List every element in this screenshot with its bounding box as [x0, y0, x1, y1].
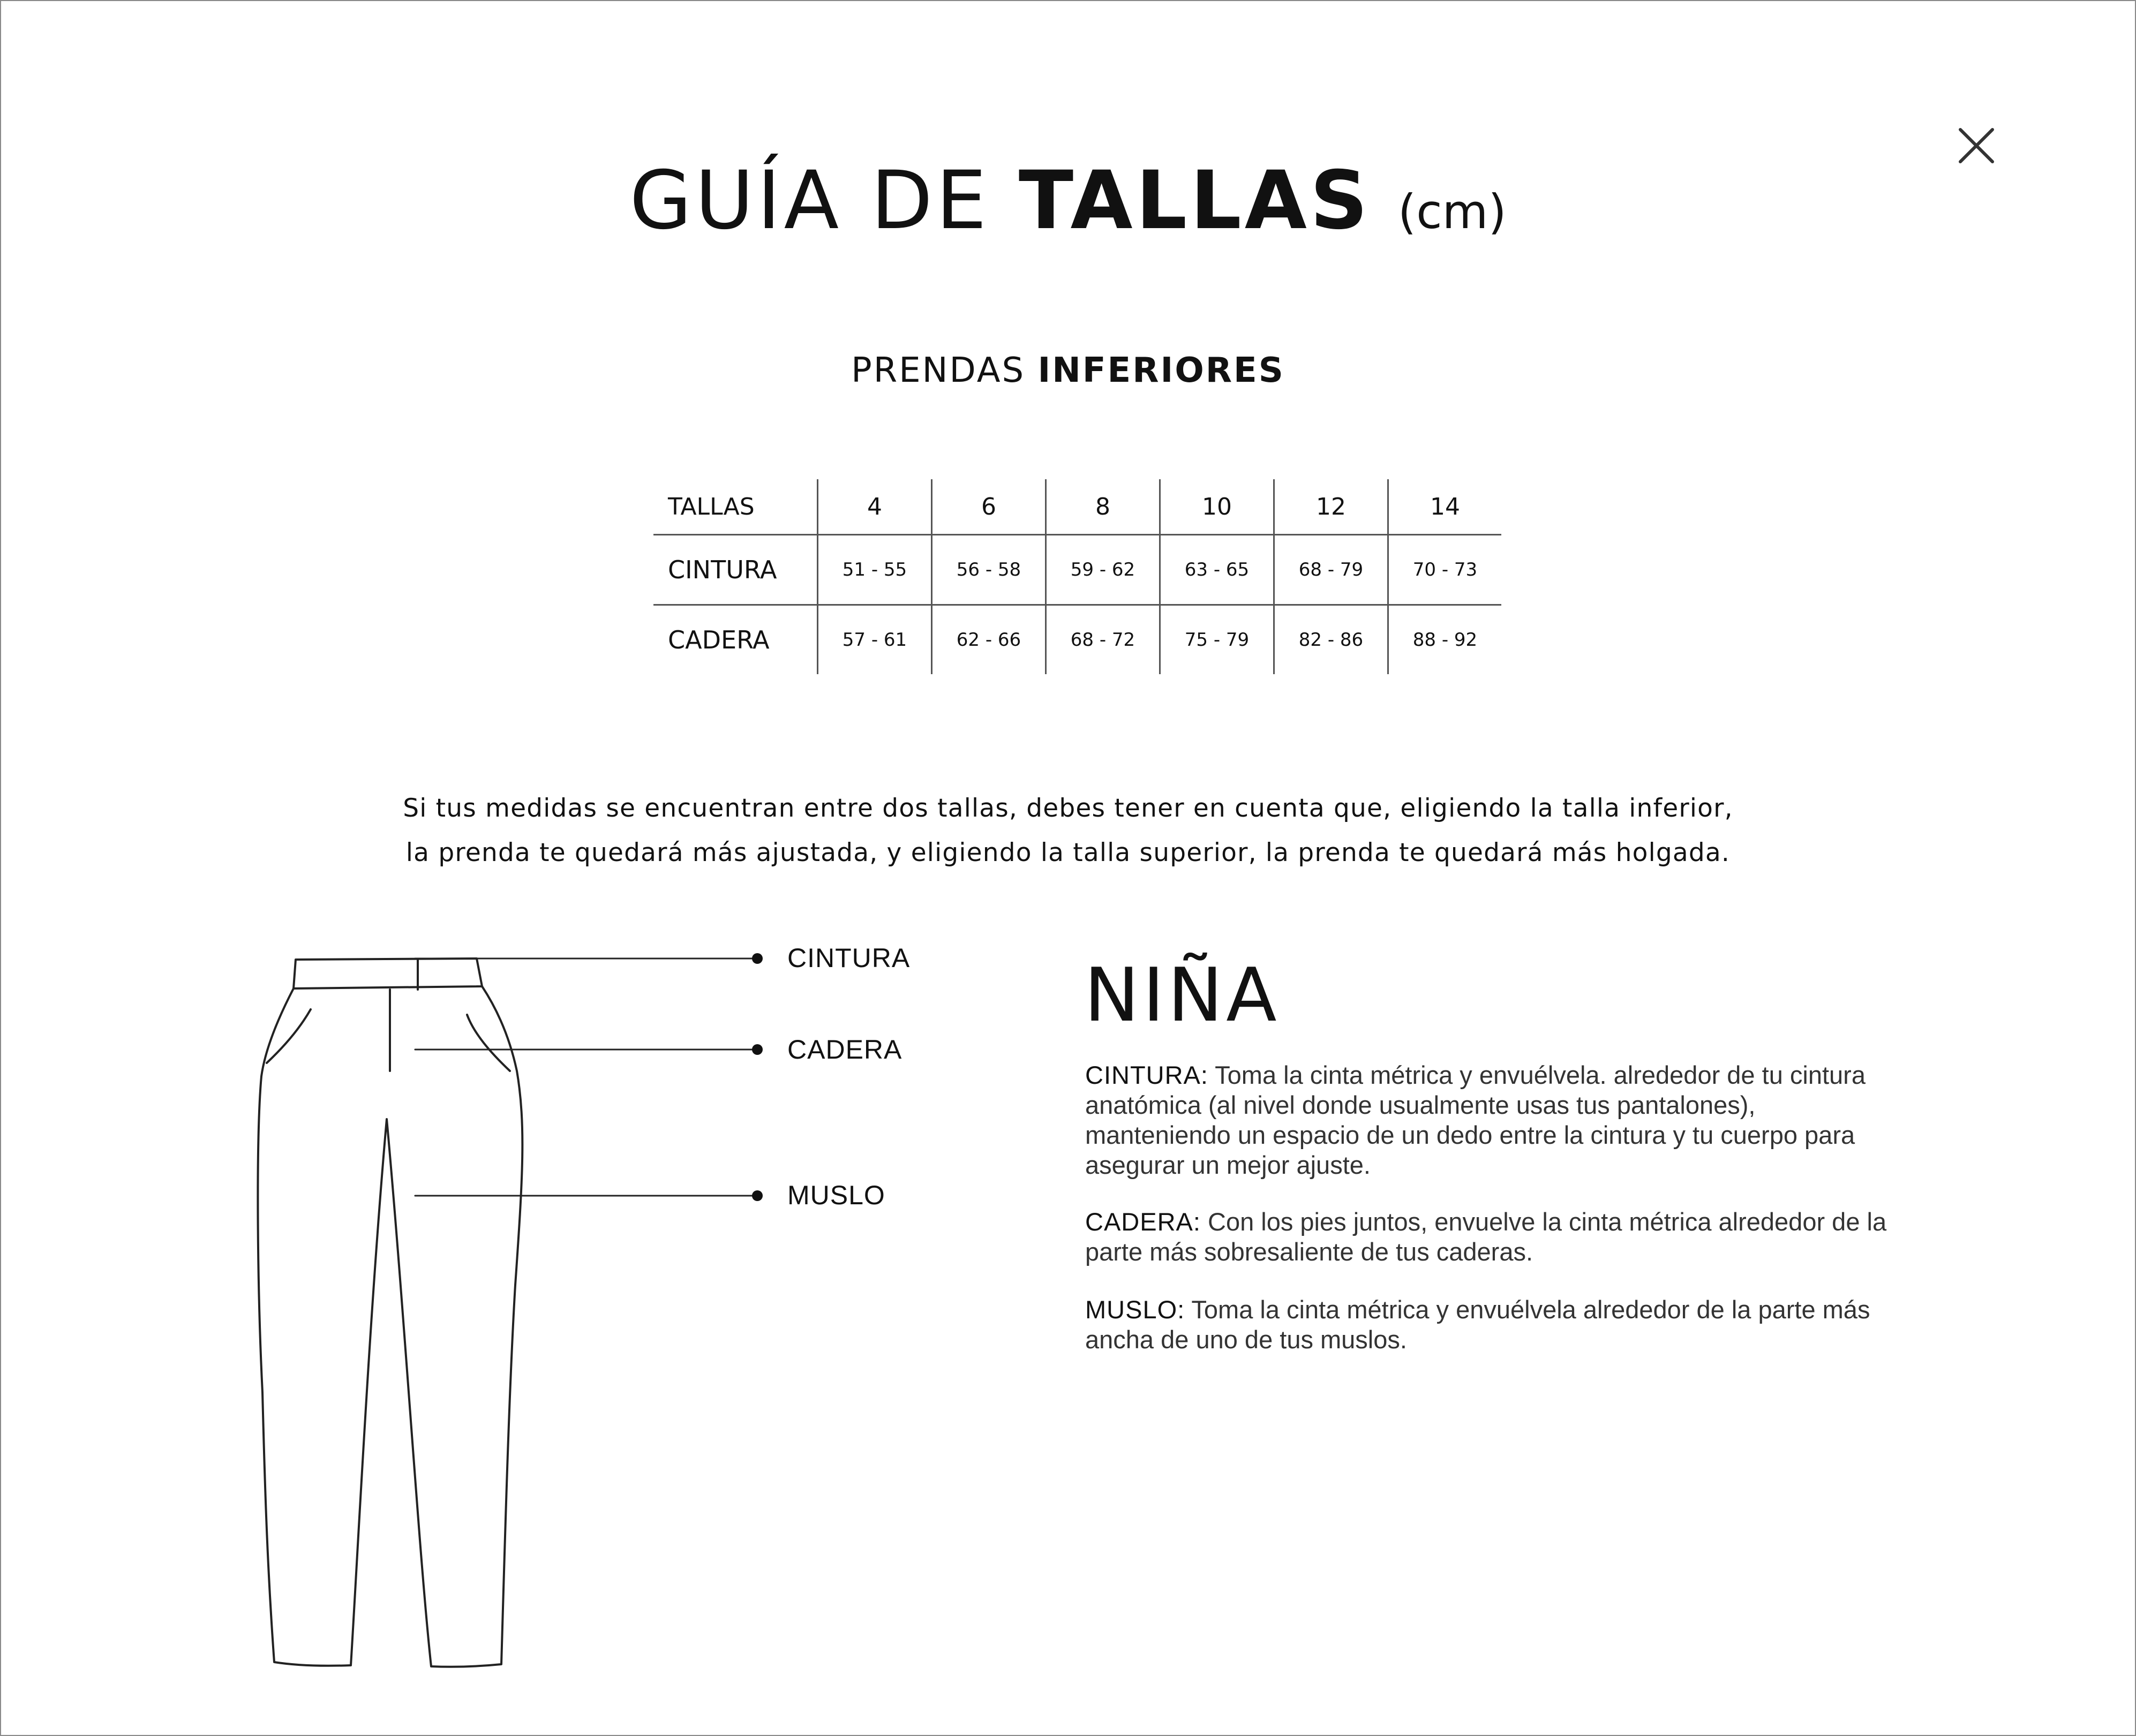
size-note-line-1: Si tus medidas se encuentran entre dos tallas, debes tener en cuenta que, eligiendo la talla inferior, — [403, 794, 1733, 823]
size-header-cell: 14 — [1388, 479, 1502, 535]
guide-item-cintura — [1085, 1060, 1899, 1180]
guide-item-label: CADERA: — [1085, 1207, 1201, 1236]
size-note-line-2: la prenda te quedará más ajustada, y eligiendo la talla superior, la prenda te quedará más holgada. — [405, 838, 1731, 867]
table-cell: 56 - 58 — [932, 535, 1046, 605]
page-title — [0, 154, 2136, 247]
size-note — [0, 786, 2136, 875]
table-cell: 68 - 79 — [1274, 535, 1388, 605]
table-cell: 82 - 86 — [1274, 605, 1388, 675]
table-row — [653, 605, 1501, 675]
guide-item-text: Toma la cinta métrica y envuélvela. alrededor de tu cintura anatómica (al nivel donde usualmente usas tus pantalones), manteniendo un espacio de un dedo entre la cintura y tu cuerpo para asegurar un mejor ajuste. — [1085, 1061, 1866, 1179]
table-header-label: TALLAS — [668, 493, 755, 520]
guide-item-text: Con los pies juntos, envuelve la cinta métrica alrededor de la parte más sobresaliente de tus caderas. — [1085, 1207, 1887, 1266]
table-cell: 70 - 73 — [1388, 535, 1502, 605]
subtitle-bold: INFERIORES — [1037, 351, 1285, 390]
table-cell: 57 - 61 — [818, 605, 932, 675]
table-header-row — [653, 479, 1501, 535]
guide-item-cadera — [1085, 1207, 1899, 1267]
guide-item-text: Toma la cinta métrica y envuélvela alrededor de la parte más ancha de uno de tus muslos. — [1085, 1295, 1870, 1354]
category-title: NIÑA — [1084, 952, 1280, 1038]
size-header-cell: 10 — [1160, 479, 1274, 535]
section-subtitle — [0, 353, 2136, 388]
size-header-cell: 4 — [818, 479, 932, 535]
callout-label-muslo: MUSLO — [787, 1180, 885, 1210]
table-cell: 75 - 79 — [1160, 605, 1274, 675]
table-row — [653, 535, 1501, 605]
table-cell: 62 - 66 — [932, 605, 1046, 675]
table-cell: 63 - 65 — [1160, 535, 1274, 605]
table-cell: 68 - 72 — [1046, 605, 1160, 675]
title-light: GUÍA DE — [629, 154, 1019, 247]
guide-item-muslo — [1085, 1295, 1899, 1355]
title-unit: (cm) — [1397, 184, 1507, 239]
guide-item-label: MUSLO: — [1085, 1295, 1185, 1324]
size-header-cell: 12 — [1274, 479, 1388, 535]
guide-item-label: CINTURA: — [1085, 1061, 1208, 1089]
size-header-cell: 6 — [932, 479, 1046, 535]
callout-label-cadera: CADERA — [787, 1035, 902, 1065]
row-label-cadera: CADERA — [668, 625, 770, 654]
row-label-cintura: CINTURA — [668, 555, 777, 584]
callout-label-cintura: CINTURA — [787, 943, 911, 973]
table-cell: 51 - 55 — [818, 535, 932, 605]
size-table — [653, 479, 1501, 674]
title-bold: TALLAS — [1018, 154, 1371, 247]
size-header-cell: 8 — [1046, 479, 1160, 535]
table-cell: 59 - 62 — [1046, 535, 1160, 605]
table-cell: 88 - 92 — [1388, 605, 1502, 675]
subtitle-light: PRENDAS — [851, 351, 1038, 390]
